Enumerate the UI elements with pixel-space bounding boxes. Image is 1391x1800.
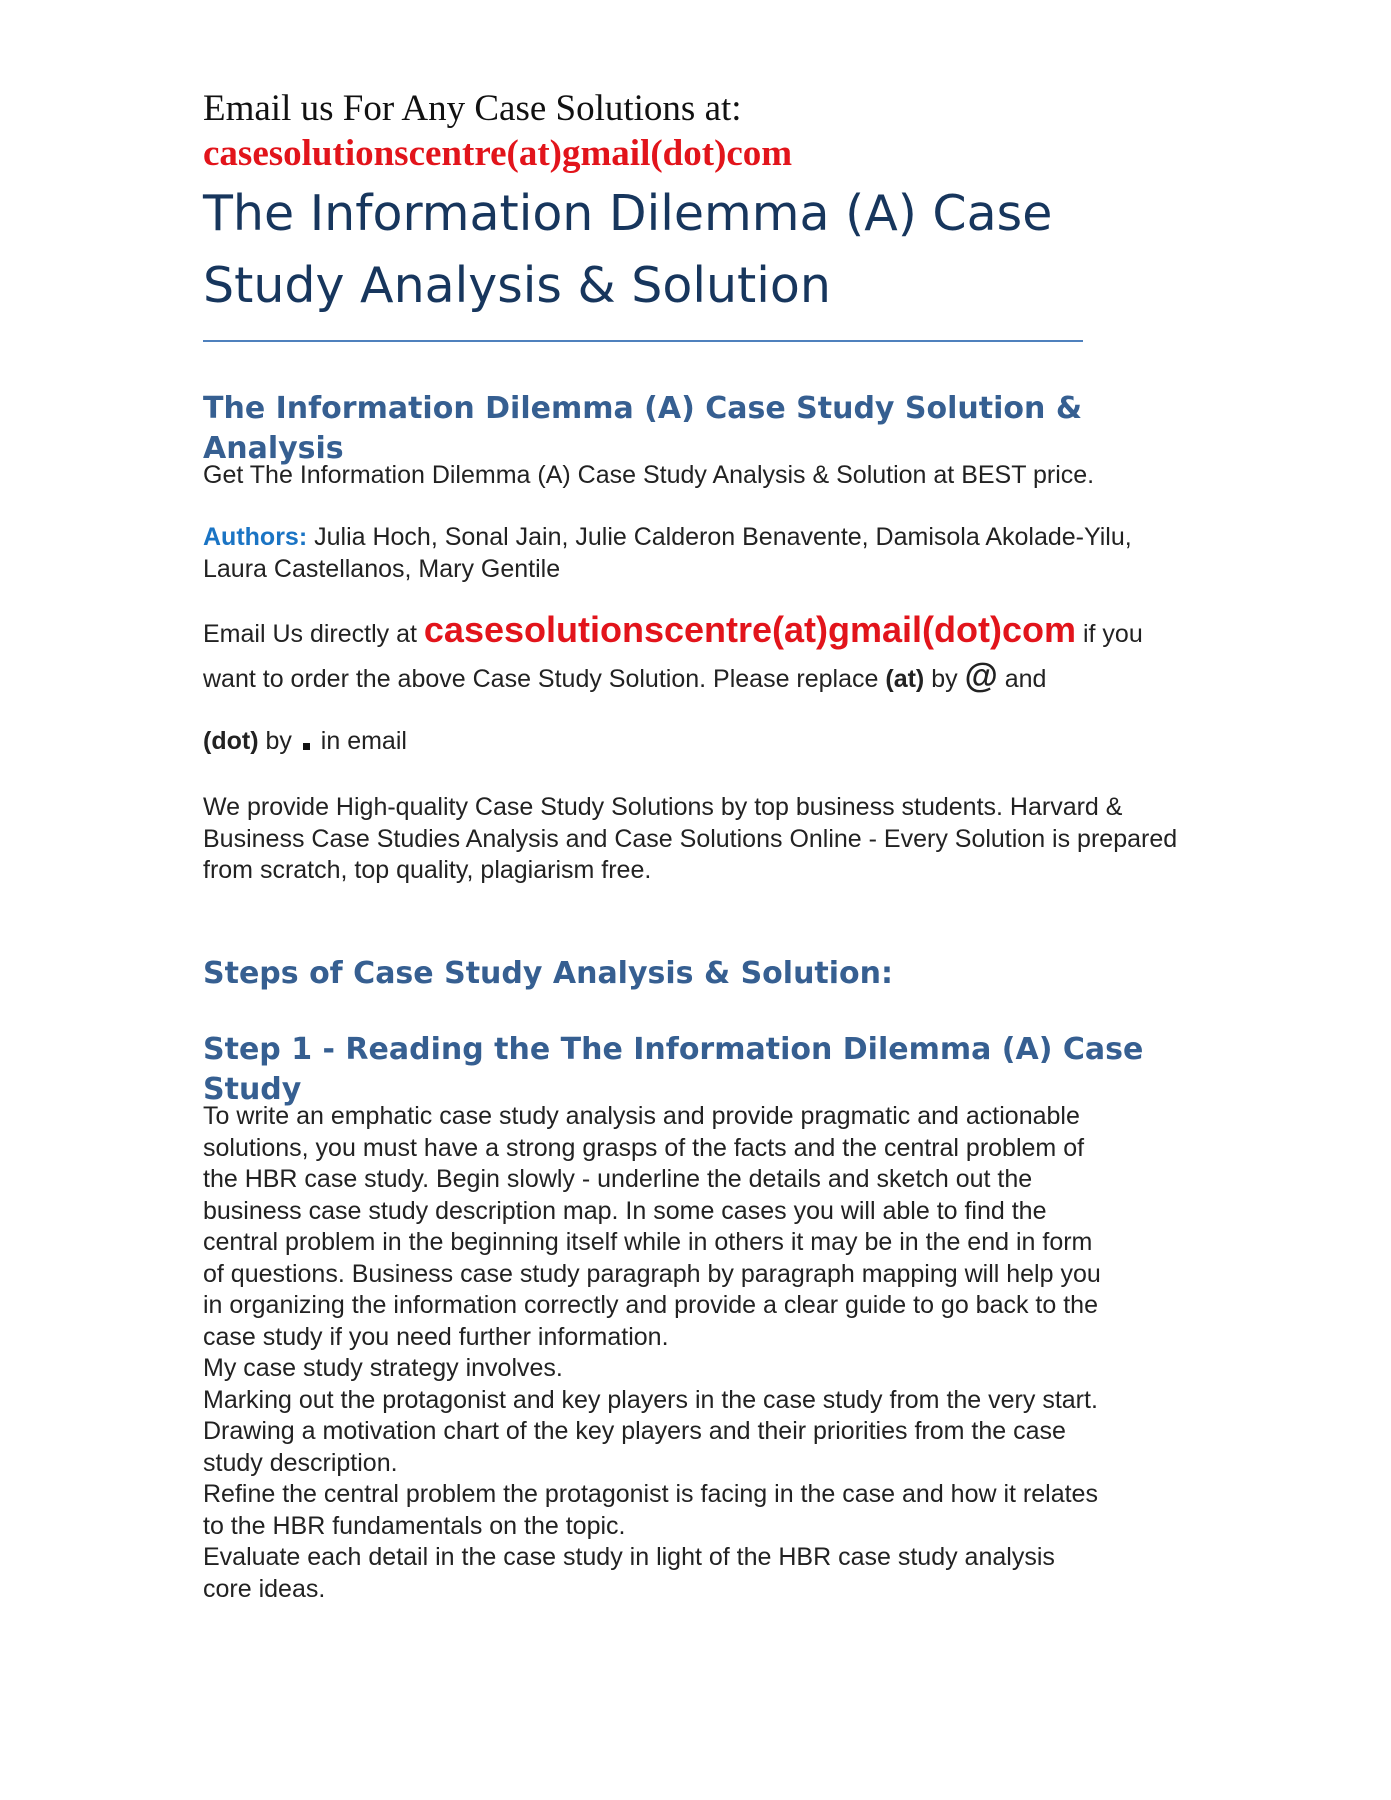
contact-prefix: Email Us directly at bbox=[203, 620, 417, 648]
steps-heading: Steps of Case Study Analysis & Solution: bbox=[203, 956, 894, 991]
document-page bbox=[203, 86, 1188, 1603]
contact-email: casesolutionscentre(at)gmail(dot)com bbox=[423, 609, 1077, 650]
quality-paragraph: We provide High-quality Case Study Solutions by top business students. Harvard & Business Case Studies Analysis and Case Solutions Online - Every Solution is prepared from scratch, top quality, plagiarism free. bbox=[203, 793, 1178, 884]
step1-line: To write an emphatic case study analysis and provide pragmatic and actionable bbox=[203, 1102, 1080, 1130]
step1-line: Refine the central problem the protagonist is facing in the case and how it relates bbox=[203, 1480, 1098, 1508]
dot-token: (dot) bbox=[203, 727, 259, 755]
dot-instruction bbox=[203, 726, 1188, 758]
step1-line: Drawing a motivation chart of the key players and their priorities from the case bbox=[203, 1417, 1066, 1445]
dot-symbol bbox=[303, 743, 310, 750]
contact-paragraph bbox=[203, 609, 1188, 700]
at-token: (at) bbox=[885, 665, 925, 693]
email-address: casesolutionscentre(at)gmail(dot)com bbox=[203, 133, 793, 174]
step1-line: to the HBR fundamentals on the topic. bbox=[203, 1511, 626, 1540]
step1-line: in organizing the information correctly and provide a clear guide to go back to the bbox=[203, 1291, 1098, 1319]
authors-paragraph bbox=[203, 522, 1188, 585]
step1-line: My case study strategy involves. bbox=[203, 1354, 563, 1382]
in-email-text: in email bbox=[320, 727, 407, 755]
step1-heading: Step 1 - Reading the The Information Dilemma (A) Case Study bbox=[203, 1032, 1144, 1107]
contact-suffix: if you want to order the above Case Study Solution. Please replace bbox=[203, 620, 1143, 693]
at-symbol: @ bbox=[964, 657, 998, 695]
by-text: by bbox=[931, 665, 958, 693]
step1-line: business case study description map. In some cases you will able to find the bbox=[203, 1196, 1047, 1225]
step1-line: Marking out the protagonist and key players in the case study from the very start. bbox=[203, 1385, 1098, 1414]
authors-label: Authors: bbox=[203, 523, 308, 551]
and-text: and bbox=[1004, 665, 1047, 693]
section-heading: The Information Dilemma (A) Case Study Solution & Analysis bbox=[203, 391, 1082, 466]
step1-line: of questions. Business case study paragraph by paragraph mapping will help you bbox=[203, 1259, 1101, 1288]
step1-line: core ideas. bbox=[203, 1574, 326, 1603]
email-prompt: Email us For Any Case Solutions at: bbox=[203, 88, 742, 129]
step1-line: case study if you need further information. bbox=[203, 1322, 669, 1351]
step1-line: Evaluate each detail in the case study in light of the HBR case study analysis bbox=[203, 1543, 1055, 1571]
step1-line: the HBR case study. Begin slowly - underline the details and sketch out the bbox=[203, 1165, 1033, 1193]
authors-list: Julia Hoch, Sonal Jain, Julie Calderon Benavente, Damisola Akolade-Yilu, Laura Castellanos, Mary Gentile bbox=[203, 523, 1132, 583]
by-text-2: by bbox=[265, 727, 292, 755]
intro-paragraph: Get The Information Dilemma (A) Case Study Analysis & Solution at BEST price. bbox=[203, 461, 1095, 489]
document-title: The Information Dilemma (A) Case Study Analysis & Solution bbox=[203, 178, 1083, 342]
step1-line: solutions, you must have a strong grasps of the facts and the central problem of bbox=[203, 1133, 1085, 1162]
step1-line: central problem in the beginning itself while in others it may be in the end in form bbox=[203, 1228, 1093, 1256]
step1-body bbox=[203, 1101, 1188, 1605]
step1-line: study description. bbox=[203, 1448, 398, 1477]
